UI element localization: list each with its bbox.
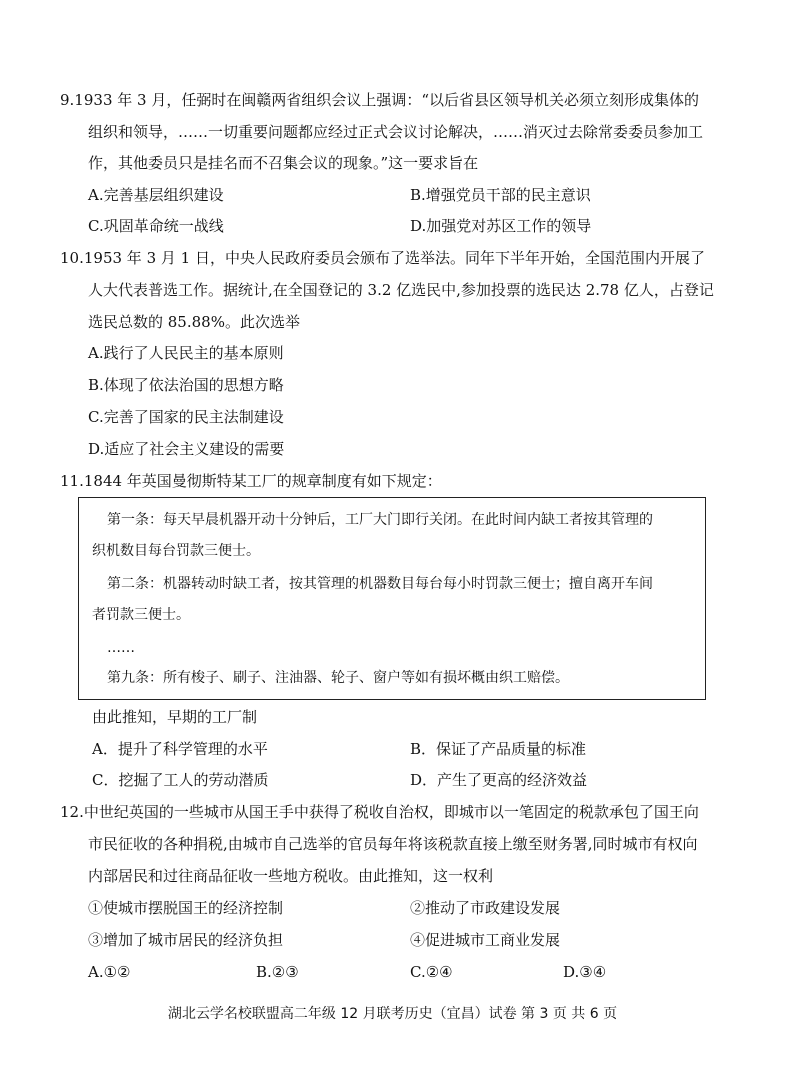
q12-stem-line-3: 内部居民和过往商品征收一些地方税收。由此推知，这一权利 xyxy=(88,867,494,885)
q12-stem-line-2: 市民征收的各种捐税,由城市自己选举的官员每年将该税款直接上缴至财务署,同时城市有权向 xyxy=(88,835,698,853)
q11-box-line-3: 第二条：机器转动时缺工者，按其管理的机器数目每台每小时罚款三便士；擅自离开车间 xyxy=(107,576,653,592)
q10-option-a: A.践行了人民民主的基本原则 xyxy=(88,344,284,362)
q10-stem-line-3: 选民总数的 85.88%。此次选举 xyxy=(88,313,300,331)
q12-option-c: C.②④ xyxy=(410,963,453,981)
q12-option-b: B.②③ xyxy=(256,963,299,981)
q9-stem-line-2: 组织和领导，……一切重要问题都应经过正式会议讨论解决，……消灭过去除常委委员参加工 xyxy=(88,123,704,141)
q9-option-a: A.完善基层组织建设 xyxy=(88,186,224,204)
q12-stem-line-1: 12.中世纪英国的一些城市从国王手中获得了税收自治权，即城市以一笔固定的税款承包了国王向 xyxy=(60,803,699,821)
q11-box-line-6: 第九条：所有梭子、刷子、注油器、轮子、窗户等如有损坏概由织工赔偿。 xyxy=(107,670,569,686)
q10-option-c: C.完善了国家的民主法制建设 xyxy=(88,408,284,426)
q11-box-line-2: 织机数目每台罚款三便士。 xyxy=(92,543,260,559)
q11-option-d: D．产生了更高的经济效益 xyxy=(410,771,588,789)
q11-box-line-1: 第一条：每天早晨机器开动十分钟后，工厂大门即行关闭。在此时间内缺工者按其管理的 xyxy=(107,512,653,528)
q12-option-a: A.①② xyxy=(88,963,131,981)
q10-stem-line-2: 人大代表普选工作。据统计,在全国登记的 3.2 亿选民中,参加投票的选民达 2.78 亿人，占登记 xyxy=(88,281,714,299)
q10-option-d: D.适应了社会主义建设的需要 xyxy=(88,440,285,458)
q9-stem-line-1: 9.1933 年 3 月，任弼时在闽赣两省组织会议上强调：“以后省县区领导机关必须立刻形成集体的 xyxy=(60,91,700,109)
q9-option-d: D.加强党对苏区工作的领导 xyxy=(410,217,592,235)
q10-option-b: B.体现了依法治国的思想方略 xyxy=(88,376,284,394)
q11-option-a: A．提升了科学管理的水平 xyxy=(92,740,268,758)
q10-stem-line-1: 10.1953 年 3 月 1 日，中央人民政府委员会颁布了选举法。同年下半年开始，全国范围内开展了 xyxy=(60,249,705,267)
q11-box-line-5: …… xyxy=(107,640,135,656)
q11-box-line-4: 者罚款三便士。 xyxy=(92,607,190,623)
q11-option-b: B．保证了产品质量的标准 xyxy=(410,740,587,758)
q12-item-2: ②推动了市政建设发展 xyxy=(410,899,561,917)
q11-stem-line-1: 11.1844 年英国曼彻斯特某工厂的规章制度有如下规定： xyxy=(60,472,442,490)
q12-item-1: ①使城市摆脱国王的经济控制 xyxy=(88,899,284,917)
q9-stem-line-3: 作，其他委员只是挂名而不召集会议的现象。”这一要求旨在 xyxy=(88,154,479,172)
page-footer: 湖北云学名校联盟高二年级 12 月联考历史（宜昌）试卷 第 3 页 共 6 页 xyxy=(167,1006,618,1022)
q12-option-d: D.③④ xyxy=(563,963,607,981)
q12-item-3: ③增加了城市居民的经济负担 xyxy=(88,931,284,949)
q11-option-c: C．挖掘了工人的劳动潜质 xyxy=(92,771,269,789)
q12-item-4: ④促进城市工商业发展 xyxy=(410,931,561,949)
q9-option-b: B.增强党员干部的民主意识 xyxy=(410,186,591,204)
q9-option-c: C.巩固革命统一战线 xyxy=(88,217,224,235)
q11-stem-after: 由此推知，早期的工厂制 xyxy=(92,708,258,726)
